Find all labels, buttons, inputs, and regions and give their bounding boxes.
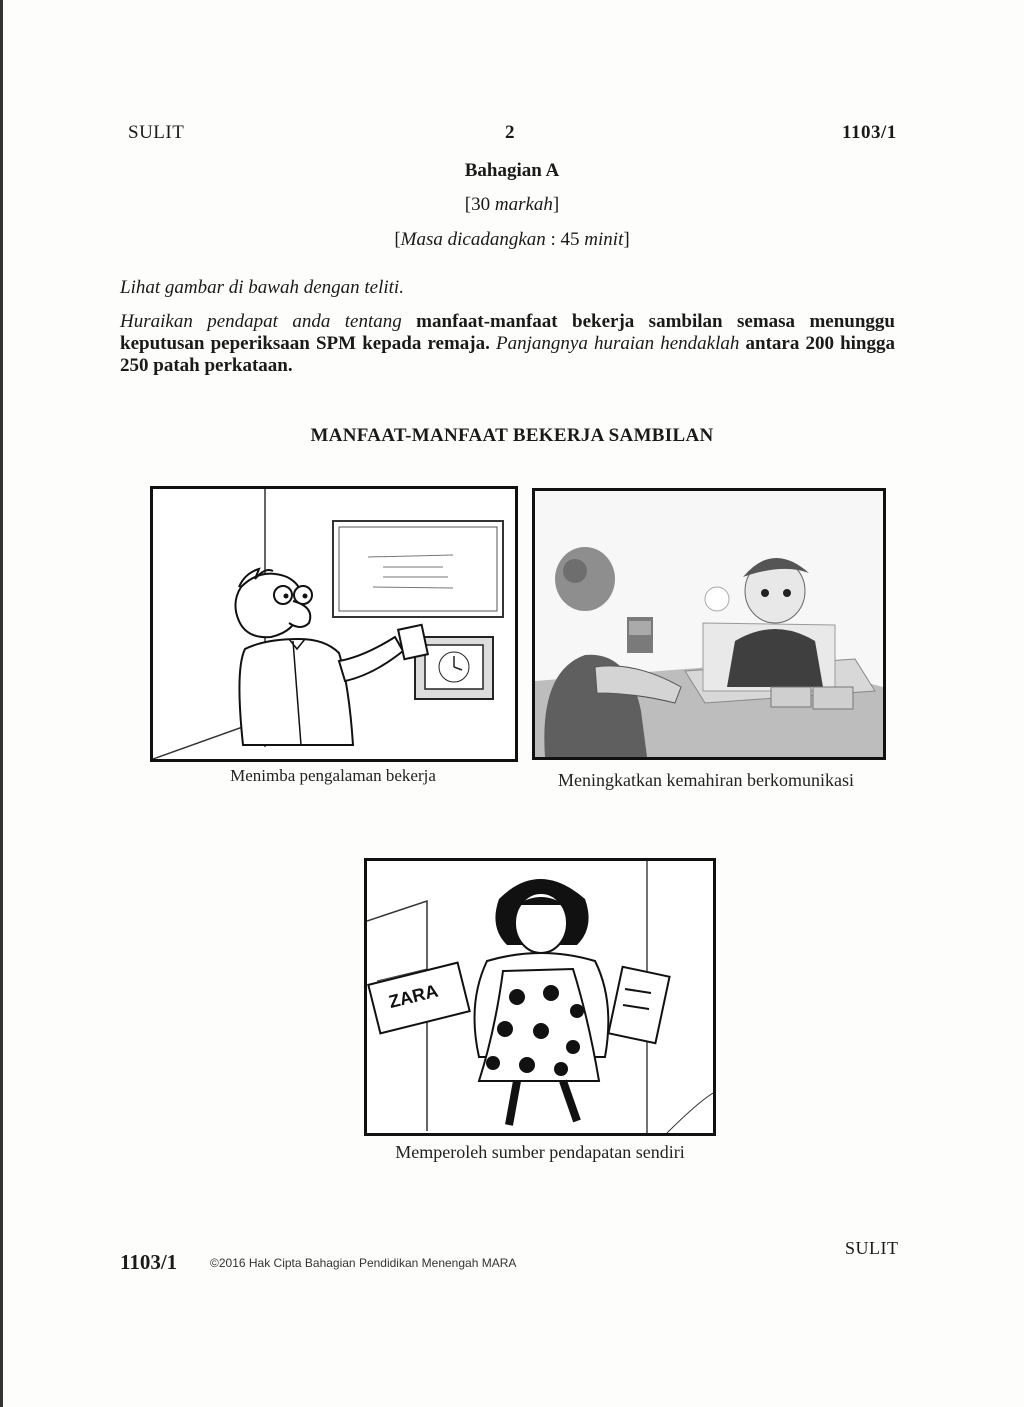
- section-time: [Masa dicadangkan : 45 minit]: [394, 229, 630, 250]
- shopping-woman-illustration: [367, 861, 713, 1133]
- bank-teller-illustration: [535, 491, 883, 757]
- question-text: Huraikan pendapat anda tentang manfaat-manfaat bekerja sambilan semasa menunggu keputusan peperiksaan SPM kepada remaja. Panjangnya huraian hendaklah antara 200 hingga 250 patah perkataan.: [120, 311, 895, 376]
- caption-own-income: Memperoleh sumber pendapatan sendiri: [395, 1142, 685, 1162]
- footer-paper-code: 1103/1: [120, 1250, 178, 1274]
- paper-code: 1103/1: [842, 122, 897, 143]
- image-work-experience: [150, 486, 518, 762]
- section-title: Bahagian A: [464, 160, 560, 181]
- caption-communication-skills: Meningkatkan kemahiran berkomunikasi: [558, 770, 854, 790]
- image-communication-skills: [532, 488, 886, 760]
- figure-title: MANFAAT-MANFAAT BEKERJA SAMBILAN: [310, 425, 714, 446]
- svg-text:ZARA: ZARA: [386, 980, 441, 1013]
- header-classification: SULIT: [128, 122, 185, 143]
- instruction-text: Lihat gambar di bawah dengan teliti.: [120, 277, 404, 298]
- footer-classification: SULIT: [845, 1238, 899, 1258]
- image-own-income: [364, 858, 716, 1136]
- page-number: 2: [505, 122, 515, 143]
- footer-copyright: ©2016 Hak Cipta Bahagian Pendidikan Menengah MARA: [210, 1256, 517, 1270]
- caption-work-experience: Menimba pengalaman bekerja: [230, 766, 436, 785]
- office-worker-illustration: [153, 489, 515, 759]
- section-marks: [30 markah]: [464, 194, 560, 215]
